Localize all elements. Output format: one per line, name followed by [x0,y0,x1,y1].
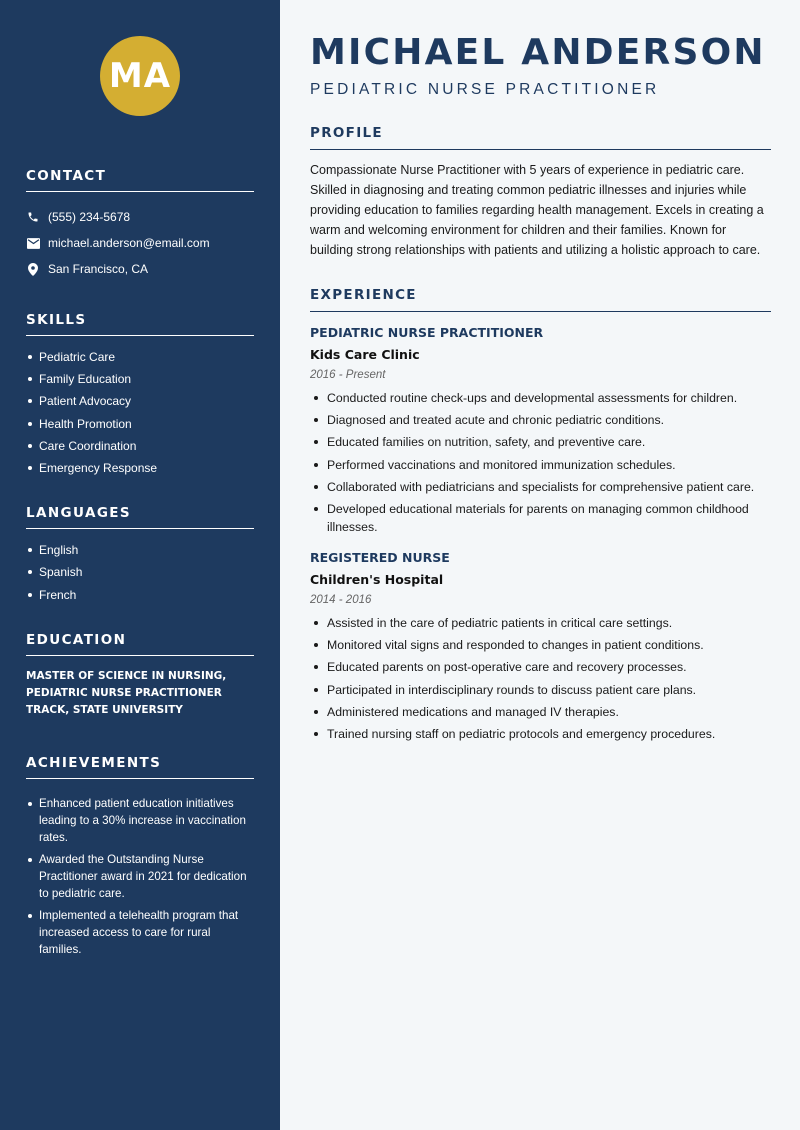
job-entry [310,550,771,743]
skills-list [26,346,254,479]
skill-item: Family Education [26,368,254,390]
job-bullet: Developed educational materials for parents on managing common childhood illnesses. [310,500,771,536]
skills-section [26,312,254,479]
education-section [26,632,254,719]
education-heading: EDUCATION [26,632,254,656]
job-bullet: Trained nursing staff on pediatric protocols and emergency procedures. [310,725,771,743]
language-item: English [26,539,254,561]
job-bullet: Administered medications and managed IV therapies. [310,703,771,721]
job-bullet: Educated families on nutrition, safety, and preventive care. [310,433,771,451]
skill-item: Pediatric Care [26,346,254,368]
achievements-list [26,795,254,958]
contact-list [26,204,254,282]
contact-phone-text: (555) 234-5678 [48,210,131,224]
avatar [100,36,180,116]
profile-heading: PROFILE [310,125,771,150]
skill-item: Emergency Response [26,457,254,479]
contact-section [26,168,254,282]
achievements-section [26,755,254,958]
main-content [280,0,800,1130]
contact-email-text: michael.anderson@email.com [48,236,210,250]
contact-item-phone [26,204,254,230]
language-item: Spanish [26,561,254,583]
phone-icon [26,210,40,224]
job-bullet: Educated parents on post-operative care and recovery processes. [310,658,771,676]
job-bullet-list [310,389,771,536]
job-bullet: Diagnosed and treated acute and chronic pediatric conditions. [310,411,771,429]
experience-section [310,287,771,743]
job-dates: 2016 - Present [310,369,386,381]
job-bullet: Conducted routine check-ups and developmental assessments for children. [310,389,771,407]
sidebar [0,0,280,1130]
candidate-name: MICHAEL ANDERSON [310,32,766,73]
job-bullet: Monitored vital signs and responded to changes in patient conditions. [310,636,771,654]
contact-location-text: San Francisco, CA [48,262,149,276]
language-item: French [26,584,254,606]
experience-heading: EXPERIENCE [310,287,771,312]
job-bullet: Collaborated with pediatricians and specialists for comprehensive patient care. [310,478,771,496]
skill-item: Patient Advocacy [26,390,254,412]
contact-item-email [26,230,254,256]
job-company: Children's Hospital [310,571,444,587]
job-bullet-list [310,614,771,743]
job-bullet: Assisted in the care of pediatric patients in critical care settings. [310,614,771,632]
job-dates: 2014 - 2016 [310,593,372,606]
achievement-item: Enhanced patient education initiatives leading to a 30% increase in vaccination rates. [26,795,254,846]
achievement-item: Implemented a telehealth program that increased access to care for rural families. [26,907,254,958]
job-title: PEDIATRIC NURSE PRACTITIONER [310,325,544,340]
contact-heading: CONTACT [26,168,254,192]
job-entry [310,325,771,536]
languages-list [26,539,254,606]
job-title: REGISTERED NURSE [310,549,450,565]
languages-section [26,505,254,606]
achievement-item: Awarded the Outstanding Nurse Practitioner award in 2021 for dedication to pediatric care. [26,851,254,902]
avatar-initials: MA [108,56,172,96]
job-bullet: Performed vaccinations and monitored immunization schedules. [310,456,771,474]
skills-heading: SKILLS [26,312,254,336]
achievements-heading: ACHIEVEMENTS [26,755,254,779]
skill-item: Care Coordination [26,435,254,457]
languages-heading: LANGUAGES [26,505,254,529]
location-pin-icon [26,262,40,276]
candidate-title: PEDIATRIC NURSE PRACTITIONER [310,81,660,98]
education-degree: MASTER OF SCIENCE IN NURSING, PEDIATRIC NURSE PRACTITIONER TRACK, STATE UNIVERSITY [26,669,227,716]
email-icon [26,236,40,250]
contact-item-location [26,256,254,282]
profile-section [310,125,771,260]
job-bullet: Participated in interdisciplinary rounds to discuss patient care plans. [310,681,771,699]
skill-item: Health Promotion [26,413,254,435]
profile-text: Compassionate Nurse Practitioner with 5 years of experience in pediatric care. Skilled in diagnosing and treating common pediatric illnesses and injuries while providing education to families regarding health management. Excels in creating a warm and welcoming environment for children and their families. Known for building strong relationships with patients and utilizing a holistic approach to care. [310,163,764,257]
job-company: Kids Care Clinic [310,347,420,362]
